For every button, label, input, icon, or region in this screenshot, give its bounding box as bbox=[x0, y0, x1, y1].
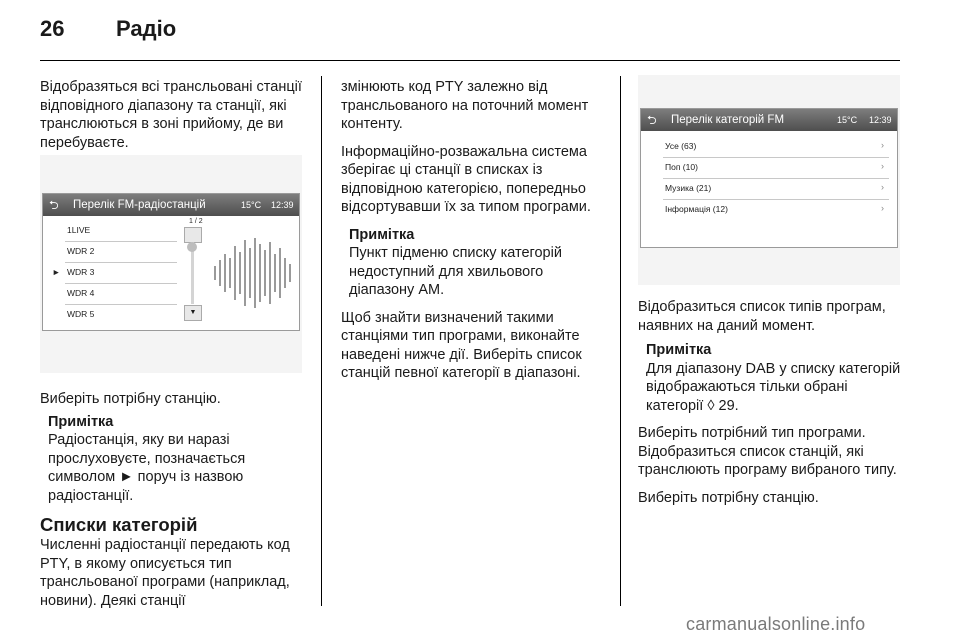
column-1-top bbox=[40, 78, 310, 161]
divider bbox=[65, 262, 177, 263]
chevron-right-icon: › bbox=[881, 182, 884, 192]
note bbox=[40, 413, 312, 506]
display-screen bbox=[42, 193, 300, 331]
divider bbox=[65, 241, 177, 242]
station-item[interactable]: WDR 5 bbox=[67, 309, 95, 319]
selected-marker-icon: ► bbox=[52, 267, 61, 277]
temperature: 15°C bbox=[241, 200, 262, 210]
header-rule bbox=[40, 60, 900, 61]
note bbox=[341, 226, 607, 300]
clock: 12:39 bbox=[271, 200, 294, 210]
paragraph: Виберіть потрібний тип програми. Відобразиться список станцій, які транслюють програму вибраного типу. bbox=[638, 425, 897, 478]
note-text: Для діапазону DAB у списку категорій відображаються тільки обрані категорії ◊ 29. bbox=[646, 360, 901, 414]
paragraph: Численні радіостанції передають код PTY, в якому описується тип трансльованої програми (наприклад, новини). Деякі станції bbox=[40, 537, 290, 609]
chevron-right-icon: › bbox=[881, 140, 884, 150]
watermark: carmanualsonline.info bbox=[686, 614, 866, 634]
screen-title: Перелік FM-радіостанцій bbox=[73, 199, 206, 211]
page-number: 26 bbox=[40, 16, 65, 41]
back-arrow-icon[interactable]: ⮌ bbox=[647, 113, 657, 127]
scrollbar-thumb[interactable] bbox=[187, 242, 197, 252]
note-label: Примітка bbox=[48, 413, 114, 430]
note-text: Радіостанція, яку ви наразі прослуховуєте, позначається символом ► поруч із назвою радіостанції. bbox=[48, 432, 246, 504]
column-3 bbox=[638, 298, 906, 516]
note-label: Примітка bbox=[646, 342, 712, 358]
category-item[interactable]: Інформація (12) bbox=[665, 204, 728, 214]
paragraph: Відобразиться список типів програм, наявних на даний момент. bbox=[638, 299, 886, 334]
paragraph: Інформаційно-розважальна система зберігає ці станції в списках із відповідною категорією, попередньо відсортувавши їх за типом програми. bbox=[341, 143, 591, 215]
chevron-right-icon: › bbox=[881, 203, 884, 213]
screenshot-fm-category-list bbox=[638, 75, 900, 285]
screen-title: Перелік категорій FM bbox=[671, 114, 785, 126]
station-item[interactable]: 1LIVE bbox=[67, 225, 91, 235]
station-item[interactable]: WDR 3 bbox=[67, 267, 95, 277]
category-item[interactable]: Усе (63) bbox=[665, 141, 697, 151]
note bbox=[638, 341, 906, 415]
divider bbox=[65, 304, 177, 305]
display-screen bbox=[640, 108, 898, 248]
note-text: Пункт підменю списку категорій недоступний для хвильового діапазону AM. bbox=[349, 245, 562, 298]
divider bbox=[663, 178, 889, 179]
back-arrow-icon[interactable]: ⮌ bbox=[49, 198, 59, 212]
screen-title-bar bbox=[43, 194, 299, 216]
paragraph: Виберіть потрібну станцію. bbox=[638, 489, 819, 506]
paragraph: змінюють код PTY залежно від трансльованого на поточний момент контенту. bbox=[341, 79, 589, 132]
clock: 12:39 bbox=[869, 115, 892, 125]
divider bbox=[663, 157, 889, 158]
divider bbox=[663, 199, 889, 200]
temperature: 15°C bbox=[837, 115, 858, 125]
column-divider-right bbox=[620, 76, 621, 606]
column-divider-left bbox=[321, 76, 322, 606]
column-2 bbox=[341, 78, 607, 392]
station-item[interactable]: WDR 4 bbox=[67, 288, 95, 298]
screenshot-fm-station-list bbox=[40, 155, 302, 373]
divider bbox=[65, 283, 177, 284]
note-label: Примітка bbox=[349, 226, 415, 243]
scroll-down-button[interactable]: ▼ bbox=[184, 305, 202, 321]
section-heading: Списки категорій bbox=[40, 514, 198, 535]
chevron-right-icon: › bbox=[881, 161, 884, 171]
page-title: Радіо bbox=[116, 16, 177, 41]
page-indicator: 1 / 2 bbox=[189, 218, 203, 225]
column-1-bottom bbox=[40, 390, 312, 619]
category-item[interactable]: Поп (10) bbox=[665, 162, 698, 172]
category-item[interactable]: Музика (21) bbox=[665, 183, 712, 193]
screen-title-bar bbox=[641, 109, 897, 131]
station-item[interactable]: WDR 2 bbox=[67, 246, 95, 256]
paragraph: Виберіть потрібну станцію. bbox=[40, 391, 221, 407]
paragraph: Щоб знайти визначений такими станціями тип програми, виконайте наведені нижче дії. Виберіть список станцій певної категорії в діапазоні. bbox=[341, 309, 582, 381]
scroll-up-button[interactable] bbox=[184, 227, 202, 243]
paragraph: Відобразяться всі трансльовані станції відповідного діапазону та станції, які транслюються в зоні прийому, де ви перебуваєте. bbox=[40, 79, 302, 151]
station-art-image bbox=[211, 228, 295, 316]
